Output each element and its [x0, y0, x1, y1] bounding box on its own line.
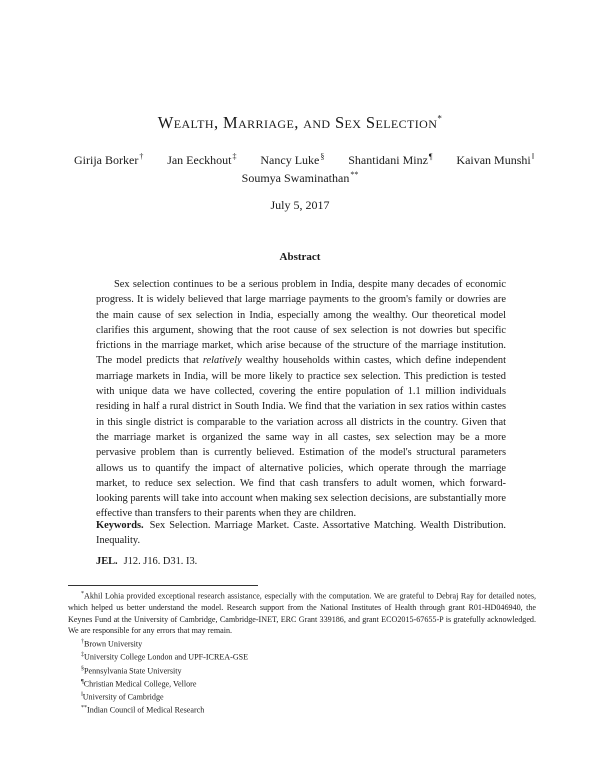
- author-marker: ‡: [232, 152, 237, 161]
- author-name: Jan Eeckhout: [167, 153, 232, 167]
- abstract-heading: Abstract: [279, 251, 321, 263]
- keywords: [96, 518, 506, 549]
- author-marker: §: [320, 152, 325, 161]
- author-marker: ‖: [531, 152, 534, 161]
- footnote-marker: §: [81, 665, 84, 672]
- footnote-marker: †: [81, 639, 84, 646]
- title-footnote-marker: *: [437, 113, 443, 124]
- abstract-italic-term: relatively: [202, 355, 242, 367]
- author-list: [74, 152, 534, 168]
- author: [74, 152, 143, 168]
- affiliation-footnote: [68, 677, 536, 690]
- affiliation-footnotes: [68, 637, 536, 717]
- jel-label: JEL.: [96, 556, 118, 567]
- keywords-label: Keywords.: [96, 520, 144, 531]
- affiliation-footnote: [68, 703, 536, 716]
- paper-title: [0, 113, 600, 133]
- footnote-text: Akhil Lohia provided exceptional research assistance, especially with the computation. We are grateful to Debraj Ray for detailed notes, which helped us better understand the model. Research support from the National Institutes of Health through grant R01-HD046940, the Keynes Fund at the University of Cambridge, Cambridge-INET, ERC Grant 339186, and grant ECO2015-67655-P is gratefully acknowledged. We are responsible for any errors that may remain.: [68, 591, 536, 636]
- publication-date: July 5, 2017: [270, 198, 330, 212]
- jel-text: J12. J16. D31. I3.: [123, 556, 198, 567]
- affiliation-text: University of Cambridge: [82, 692, 164, 702]
- footnotes: [68, 589, 536, 717]
- jel-codes: [96, 556, 506, 567]
- author: [167, 152, 236, 168]
- footnote-marker: **: [81, 705, 87, 712]
- affiliation-footnote: [68, 664, 536, 677]
- footnote-marker: ‖: [81, 692, 83, 699]
- footnote-marker: ¶: [81, 678, 84, 685]
- author-name: Shantidani Minz: [348, 153, 428, 167]
- title-text: Wealth, Marriage, and Sex Selection: [157, 113, 438, 132]
- footnote-divider: [68, 585, 258, 586]
- author-marker: †: [139, 152, 144, 161]
- abstract-text-part2: wealthy households within castes, which define independent marriage markets in India, will be more likely to practice sex selection. This prediction is tested with unique data we have collected, covering the entire population of 1.1 million individuals residing in half a rural district in South India. We find that the variation in sex ratios within castes in this single district is comparable to the variation across all districts in the country. Given that the marriage market is organized the same way in all castes, sex selection may be a more pervasive problem than is currently believed. Estimation of the model's structural parameters allows us to quantify the impact of alternative policies, which operate through the marriage market, to reduce sex selection. We find that cash transfers to adult women, which forward-looking parents will take into account when making sex selection decisions, are substantially more effective than transfers to their parents when they are children.: [96, 355, 506, 520]
- affiliation-text: Pennsylvania State University: [84, 666, 182, 676]
- keywords-text: Sex Selection. Marriage Market. Caste. Assortative Matching. Wealth Distribution. Inequality.: [96, 520, 506, 547]
- affiliation-footnote: [68, 637, 536, 650]
- author: [348, 152, 432, 168]
- author-marker: ¶: [428, 152, 433, 161]
- acknowledgement-footnote: [68, 589, 536, 637]
- author: [260, 152, 324, 168]
- abstract-text-part1: Sex selection continues to be a serious problem in India, despite many decades of economic progress. It is widely believed that large marriage payments to the groom's family or dowries are the main cause of sex selection in India, especially among the wealthy. Our theoretical model clarifies this argument, showing that the root cause of sex selection is not dowries but specific frictions in the marriage market, which arise because of the structure of the marriage institution. The model predicts that: [96, 279, 506, 367]
- affiliation-text: Brown University: [84, 639, 143, 649]
- author-name: Girija Borker: [74, 153, 139, 167]
- affiliation-footnote: [68, 690, 536, 703]
- author-name: Kaivan Munshi: [456, 153, 531, 167]
- author-name: Nancy Luke: [260, 153, 320, 167]
- affiliation-text: Indian Council of Medical Research: [87, 706, 205, 716]
- abstract-body: [96, 277, 506, 522]
- author-marker: **: [350, 170, 359, 179]
- author-name: Soumya Swaminathan: [241, 171, 350, 185]
- author: [456, 152, 534, 168]
- affiliation-footnote: [68, 650, 536, 663]
- footnote-marker: *: [81, 591, 84, 597]
- footnote-marker: ‡: [81, 652, 84, 659]
- author-list-second-row: [0, 170, 600, 186]
- affiliation-text: Christian Medical College, Vellore: [83, 679, 197, 689]
- affiliation-text: University College London and UPF-ICREA-GSE: [84, 653, 249, 663]
